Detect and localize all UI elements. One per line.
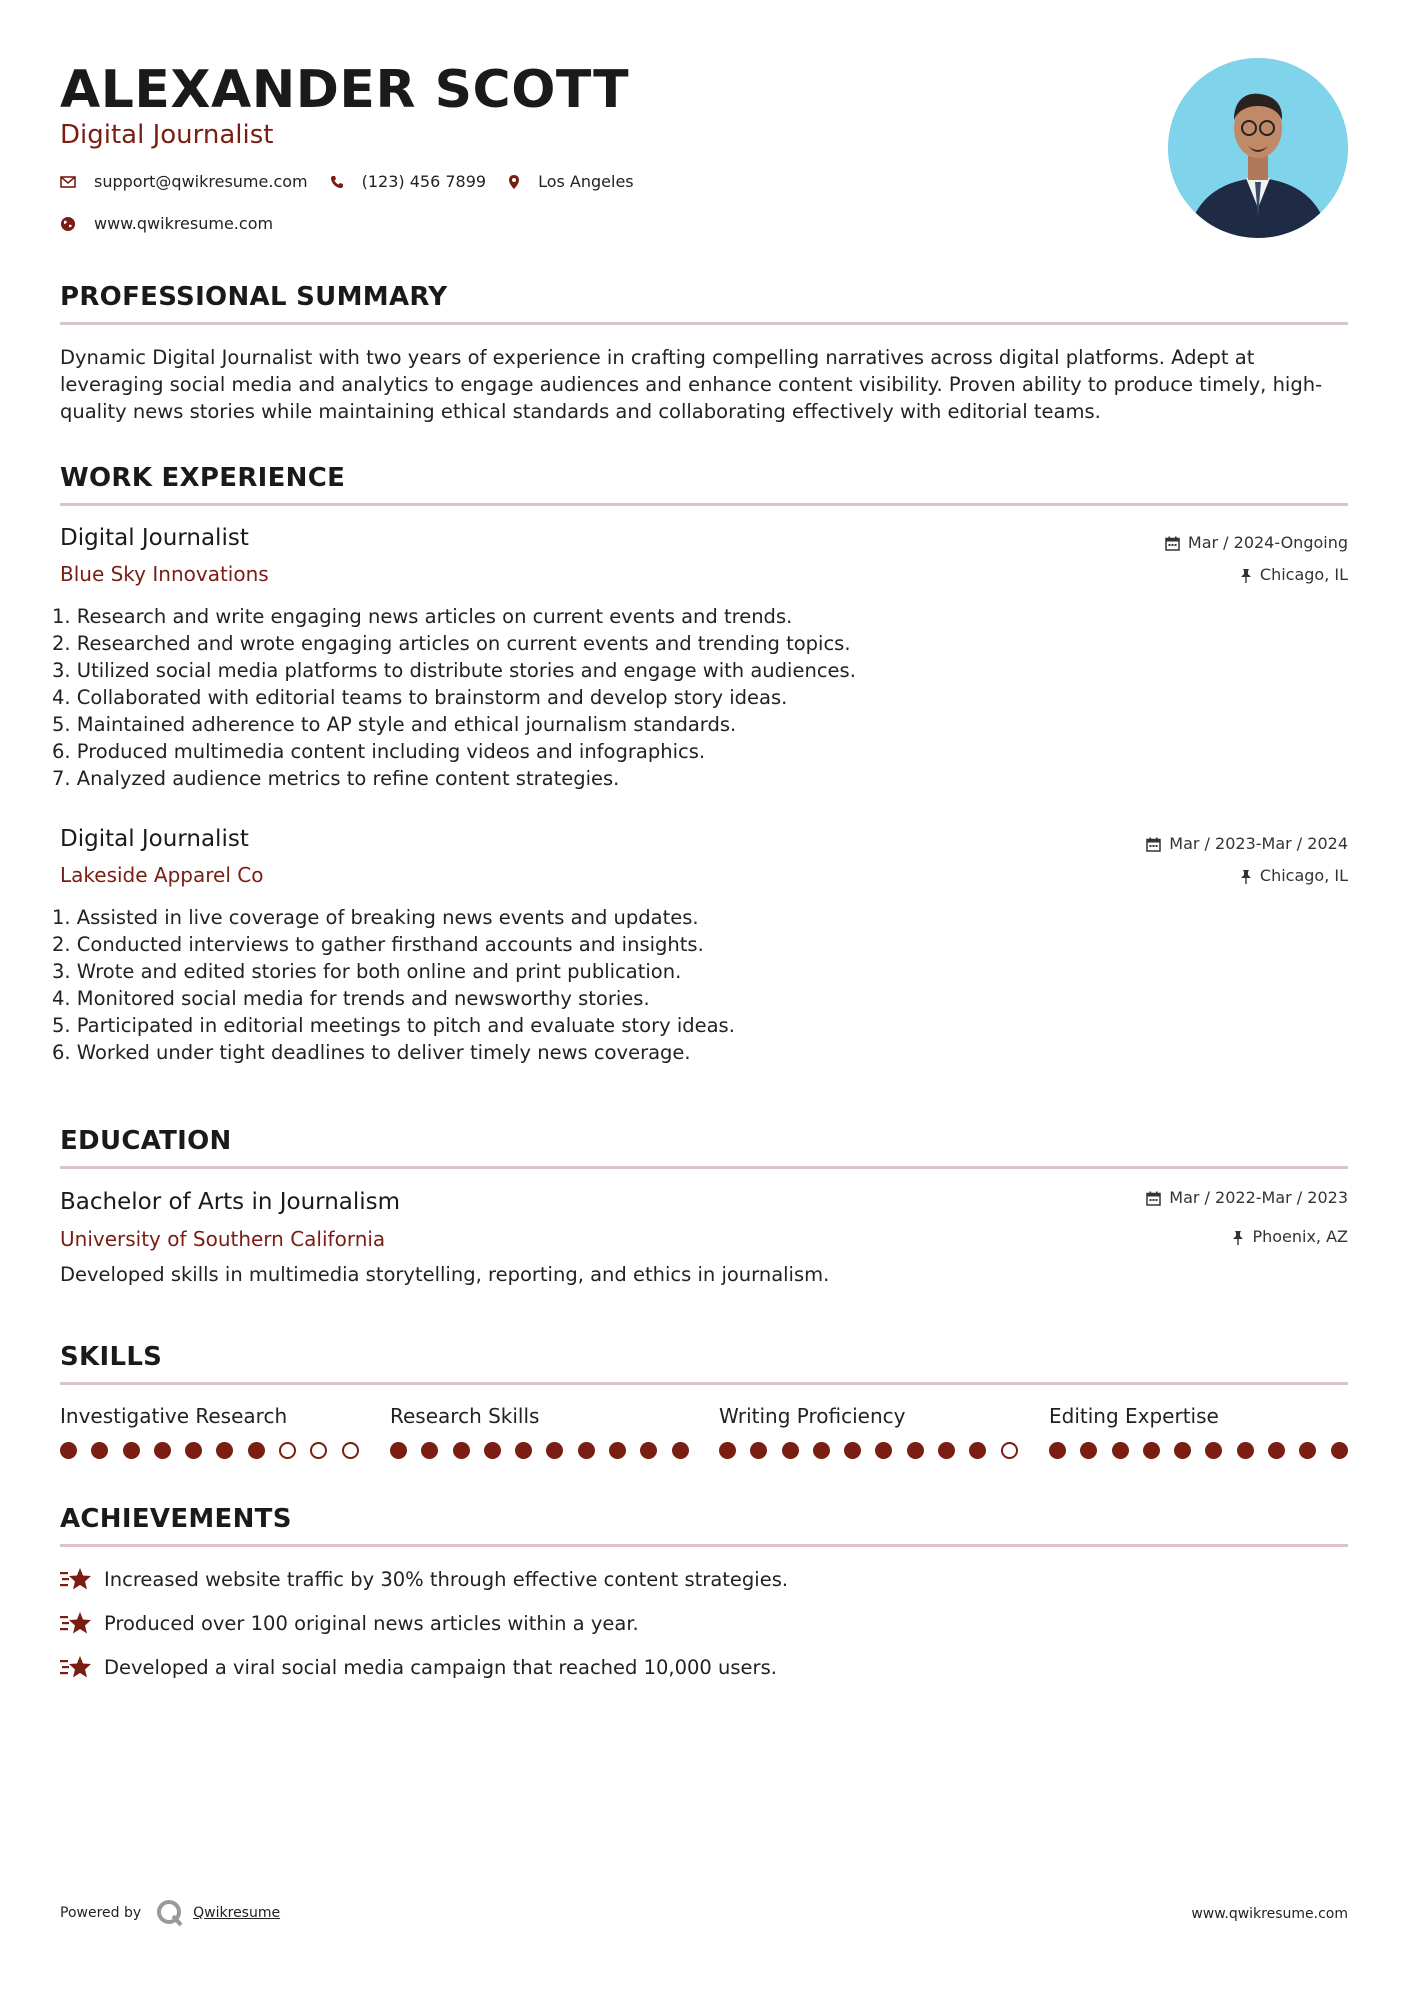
contact-phone[interactable]	[330, 172, 486, 191]
education-heading: EDUCATION	[60, 1126, 232, 1156]
footer-powered-by	[60, 1898, 280, 1928]
rating-dot-filled	[782, 1442, 799, 1459]
rating-dot-filled	[1080, 1442, 1097, 1459]
job-location	[1240, 564, 1348, 586]
achievements-heading: ACHIEVEMENTS	[60, 1504, 292, 1534]
rating-dot-filled	[1299, 1442, 1316, 1459]
qwikresume-link[interactable]: Qwikresume	[193, 1905, 281, 1921]
summary-heading: PROFESSIONAL SUMMARY	[60, 282, 448, 312]
globe-icon	[60, 216, 76, 232]
candidate-role: Digital Journalist	[60, 120, 274, 150]
rating-dot-empty	[342, 1442, 359, 1459]
skill-item	[719, 1402, 1019, 1459]
achievement-item	[60, 1654, 777, 1680]
skill-label: Research Skills	[390, 1404, 540, 1428]
rating-dot-filled	[154, 1442, 171, 1459]
list-item: 6. Worked under tight deadlines to deliver timely news coverage.	[52, 1041, 691, 1064]
contact-row-2	[60, 214, 295, 233]
rating-dot-filled	[907, 1442, 924, 1459]
rating-dot-filled	[1237, 1442, 1254, 1459]
location-text: Los Angeles	[538, 172, 634, 191]
list-item: 2. Conducted interviews to gather firsthand accounts and insights.	[52, 933, 704, 956]
footer-website[interactable]: www.qwikresume.com	[1191, 1906, 1348, 1922]
job-dates-text: Mar / 2024-Ongoing	[1187, 533, 1348, 552]
rating-dot-filled	[1112, 1442, 1129, 1459]
achievement-item	[60, 1610, 639, 1636]
phone-icon	[330, 175, 344, 189]
skill-rating	[390, 1442, 690, 1459]
skill-label: Investigative Research	[60, 1404, 288, 1428]
job-location-text: Chicago, IL	[1259, 565, 1348, 584]
skill-item	[1049, 1402, 1349, 1459]
job-title: Digital Journalist	[60, 525, 249, 551]
list-item: 5. Participated in editorial meetings to pitch and evaluate story ideas.	[52, 1014, 735, 1037]
contact-location	[508, 172, 634, 191]
rating-dot-empty	[279, 1442, 296, 1459]
list-item: 6. Produced multimedia content including videos and infographics.	[52, 740, 706, 763]
rating-dot-filled	[453, 1442, 470, 1459]
job-bullets	[52, 603, 856, 792]
rating-dot-filled	[578, 1442, 595, 1459]
rating-dot-filled	[1049, 1442, 1066, 1459]
skill-rating	[1049, 1442, 1349, 1459]
job-company: Lakeside Apparel Co	[60, 863, 264, 887]
rating-dot-filled	[185, 1442, 202, 1459]
list-item: 2. Researched and wrote engaging articles on current events and trending topics.	[52, 632, 851, 655]
rating-dot-filled	[216, 1442, 233, 1459]
list-item: 3. Wrote and edited stories for both online and print publication.	[52, 960, 682, 983]
list-item: 1. Assisted in live coverage of breaking news events and updates.	[52, 906, 699, 929]
rating-dot-filled	[844, 1442, 861, 1459]
job-bullets	[52, 904, 735, 1066]
job-dates	[1146, 833, 1348, 855]
rating-dot-filled	[609, 1442, 626, 1459]
job-dates	[1165, 532, 1348, 554]
summary-divider	[60, 322, 1348, 325]
education-location-text: Phoenix, AZ	[1252, 1227, 1348, 1246]
rating-dot-filled	[1205, 1442, 1222, 1459]
skills-divider	[60, 1382, 1348, 1385]
website-text: www.qwikresume.com	[94, 214, 274, 233]
rating-dot-filled	[719, 1442, 736, 1459]
pushpin-icon	[1240, 869, 1252, 884]
skills-heading: SKILLS	[60, 1342, 163, 1372]
rating-dot-filled	[484, 1442, 501, 1459]
contact-email[interactable]	[60, 172, 308, 191]
rating-dot-filled	[515, 1442, 532, 1459]
phone-text: (123) 456 7899	[361, 172, 487, 191]
rating-dot-filled	[969, 1442, 986, 1459]
list-item: 4. Monitored social media for trends and newsworthy stories.	[52, 987, 650, 1010]
skill-item	[390, 1402, 690, 1459]
skill-rating	[719, 1442, 1019, 1459]
rating-dot-filled	[813, 1442, 830, 1459]
qwikresume-logo-icon	[155, 1898, 185, 1928]
rating-dot-empty	[1001, 1442, 1018, 1459]
pushpin-icon	[1240, 568, 1252, 583]
job-location-text: Chicago, IL	[1259, 866, 1348, 885]
rating-dot-filled	[938, 1442, 955, 1459]
rating-dot-empty	[310, 1442, 327, 1459]
list-item: 1. Research and write engaging news articles on current events and trends.	[52, 605, 793, 628]
rating-dot-filled	[123, 1442, 140, 1459]
rating-dot-filled	[1268, 1442, 1285, 1459]
summary-text: Dynamic Digital Journalist with two years of experience in crafting compelling narratives across digital platforms. Adept at leveraging social media and analytics to engage audiences and enhance content visibility. Proven ability to produce timely, high-quality news stories while maintaining ethical standards and collaborating effectively with editorial teams.	[60, 346, 1323, 423]
pushpin-icon	[1232, 1230, 1244, 1245]
candidate-name: ALEXANDER SCOTT	[60, 60, 630, 120]
list-item: 3. Utilized social media platforms to distribute stories and engage with audiences.	[52, 659, 856, 682]
list-item: 7. Analyzed audience metrics to refine content strategies.	[52, 767, 620, 790]
achievement-text: Developed a viral social media campaign that reached 10,000 users.	[104, 1655, 777, 1679]
education-divider	[60, 1166, 1348, 1169]
education-dates	[1146, 1187, 1348, 1209]
star-icon	[60, 1610, 92, 1636]
experience-divider	[60, 503, 1348, 506]
rating-dot-filled	[1331, 1442, 1348, 1459]
achievement-text: Increased website traffic by 30% through effective content strategies.	[104, 1567, 789, 1591]
contact-website[interactable]	[60, 214, 273, 233]
powered-by-text: Powered by	[60, 1905, 142, 1921]
skill-label: Writing Proficiency	[719, 1404, 906, 1428]
rating-dot-filled	[640, 1442, 657, 1459]
rating-dot-filled	[91, 1442, 108, 1459]
achievements-divider	[60, 1544, 1348, 1547]
experience-heading: WORK EXPERIENCE	[60, 463, 346, 493]
calendar-icon	[1146, 837, 1161, 852]
rating-dot-filled	[248, 1442, 265, 1459]
contact-row	[60, 172, 656, 191]
skill-label: Editing Expertise	[1049, 1404, 1219, 1428]
education-dates-text: Mar / 2022-Mar / 2023	[1169, 1188, 1348, 1207]
rating-dot-filled	[60, 1442, 77, 1459]
rating-dot-filled	[875, 1442, 892, 1459]
job-company: Blue Sky Innovations	[60, 562, 269, 586]
star-icon	[60, 1566, 92, 1592]
rating-dot-filled	[1143, 1442, 1160, 1459]
degree-title: Bachelor of Arts in Journalism	[60, 1189, 401, 1215]
skill-item	[60, 1402, 360, 1459]
profile-portrait	[1168, 58, 1348, 238]
education-description: Developed skills in multimedia storytelling, reporting, and ethics in journalism.	[60, 1263, 830, 1286]
map-pin-icon	[508, 174, 520, 190]
list-item: 4. Collaborated with editorial teams to brainstorm and develop story ideas.	[52, 686, 788, 709]
rating-dot-filled	[390, 1442, 407, 1459]
job-title: Digital Journalist	[60, 826, 249, 852]
job-dates-text: Mar / 2023-Mar / 2024	[1169, 834, 1348, 853]
job-location	[1240, 865, 1348, 887]
rating-dot-filled	[750, 1442, 767, 1459]
envelope-icon	[60, 176, 76, 188]
rating-dot-filled	[1174, 1442, 1191, 1459]
list-item: 5. Maintained adherence to AP style and ethical journalism standards.	[52, 713, 737, 736]
calendar-icon	[1165, 536, 1180, 551]
skill-rating	[60, 1442, 360, 1459]
education-location	[1232, 1226, 1348, 1248]
email-text: support@qwikresume.com	[94, 172, 308, 191]
calendar-icon	[1146, 1191, 1161, 1206]
rating-dot-filled	[546, 1442, 563, 1459]
achievement-item	[60, 1566, 788, 1592]
star-icon	[60, 1654, 92, 1680]
rating-dot-filled	[672, 1442, 689, 1459]
school-name: University of Southern California	[60, 1227, 386, 1251]
achievement-text: Produced over 100 original news articles within a year.	[104, 1611, 639, 1635]
profile-photo	[1168, 58, 1348, 238]
rating-dot-filled	[421, 1442, 438, 1459]
